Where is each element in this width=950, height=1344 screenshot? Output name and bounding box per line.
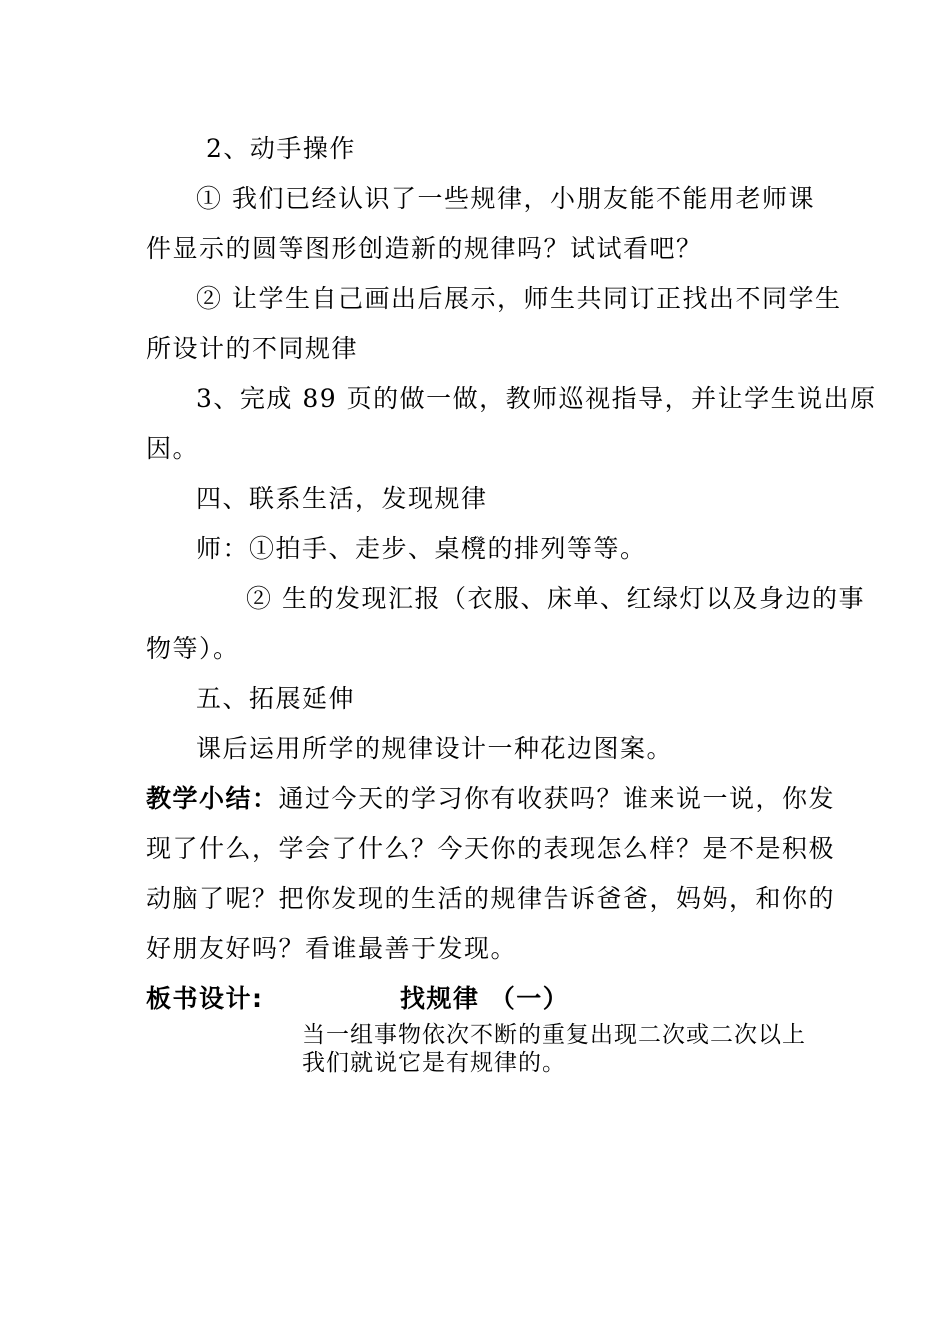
summary-line: 现了什么，学会了什么？今天你的表现怎么样？是不是积极 xyxy=(146,834,836,863)
paragraph-line: 件显示的圆等图形创造新的规律吗？试试看吧？ xyxy=(146,234,703,263)
board-title: 找规律 （一） xyxy=(400,984,570,1013)
paragraph-line: 物等）。 xyxy=(146,634,240,663)
summary-label: 教学小结： xyxy=(146,784,279,813)
paragraph-line: 所设计的不同规律 xyxy=(146,334,359,363)
paragraph-line: 因。 xyxy=(146,434,200,463)
paragraph-line: ② 生的发现汇报（衣服、床单、红绿灯以及身边的事 xyxy=(246,584,865,613)
summary-line: 动脑了呢？把你发现的生活的规律告诉爸爸，妈妈，和你的 xyxy=(146,884,836,913)
section-hands-on: 2、动手操作 xyxy=(206,134,356,163)
summary-line xyxy=(146,782,836,816)
board-label: 板书设计: xyxy=(146,984,264,1013)
board-text-line: 我们就说它是有规律的。 xyxy=(302,1050,566,1076)
summary-line: 好朋友好吗？看谁最善于发现。 xyxy=(146,934,518,963)
board-text-line: 当一组事物依次不断的重复出现二次或二次以上 xyxy=(302,1022,806,1048)
section-life: 四、联系生活，发现规律 xyxy=(196,484,488,513)
section-extension: 五、拓展延伸 xyxy=(196,684,356,713)
paragraph-line: ② 让学生自己画出后展示，师生共同订正找出不同学生 xyxy=(196,284,842,313)
summary-text: 通过今天的学习你有收获吗？谁来说一说，你发 xyxy=(278,784,836,813)
paragraph-line: 3、完成 89 页的做一做，教师巡视指导，并让学生说出原 xyxy=(196,384,877,413)
paragraph-line: ① 我们已经认识了一些规律，小朋友能不能用老师课 xyxy=(196,184,815,213)
paragraph-line: 师：①拍手、走步、桌櫈的排列等等。 xyxy=(196,534,647,563)
paragraph-line: 课后运用所学的规律设计一种花边图案。 xyxy=(196,734,674,763)
